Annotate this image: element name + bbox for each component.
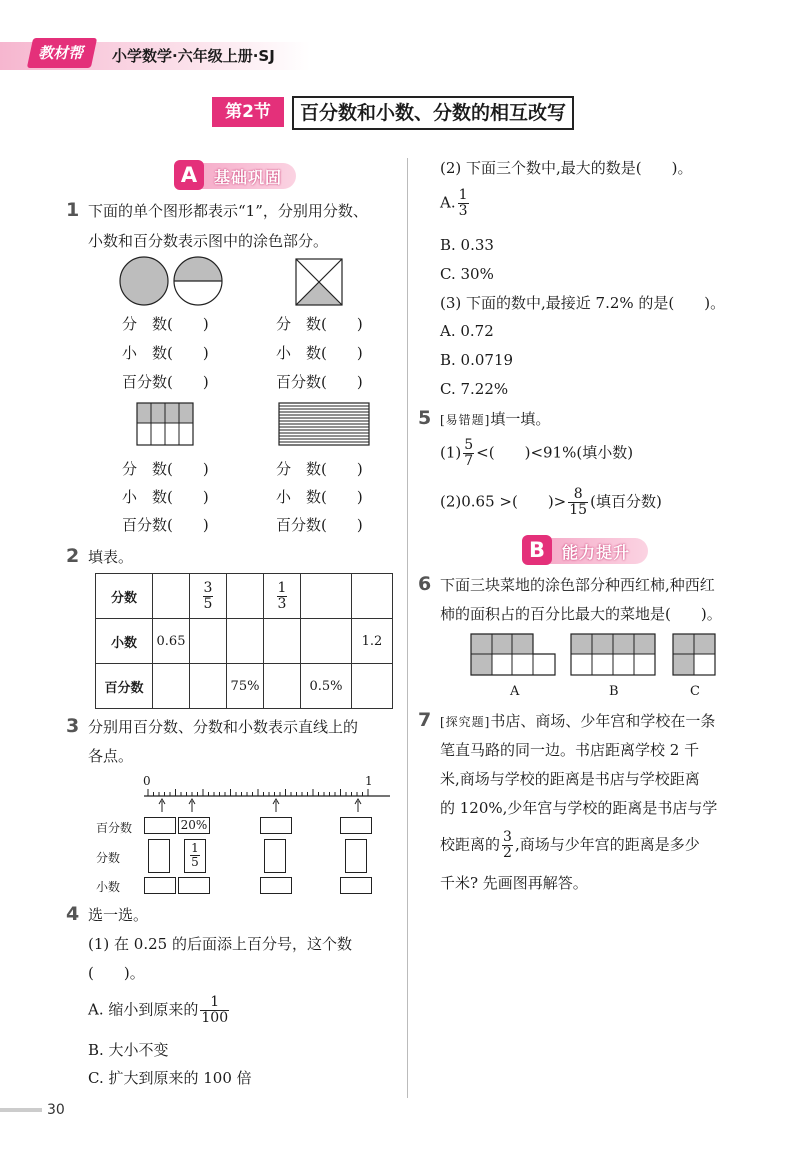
cell[interactable]	[153, 664, 190, 709]
plot-a-label: A	[510, 684, 520, 699]
fraction-5-7: $\frac{5}{7}$	[464, 437, 474, 469]
q7-line5	[440, 830, 700, 861]
q4-p1-line1: (1) 在 0.25 的后面添上百分号，这个数	[88, 935, 352, 953]
page-number: 30	[47, 1102, 65, 1118]
plot-c-figure	[672, 633, 718, 677]
q7-line5-suffix: ,商场与少年宫的距离是多少	[514, 835, 700, 854]
q1-text-line1: 下面的单个图形都表示“1”，分别用分数、	[88, 202, 368, 220]
two-circles-figure	[118, 255, 228, 307]
q1-number: 1	[66, 199, 80, 221]
fraction-3-5: $\frac{3}{5}$	[203, 579, 213, 612]
q1-fig1-percent: 百分数( )	[122, 373, 209, 391]
answer-box-percent-4[interactable]	[340, 817, 372, 834]
q4-p3-option-a[interactable]: A. 0.72	[440, 322, 494, 340]
given-percent-20: 20%	[178, 817, 210, 834]
q7-line3: 米,商场与学校的距离是书店与学校距离	[440, 770, 700, 788]
q4-p1-option-a[interactable]	[88, 995, 231, 1026]
q5-stem	[440, 409, 550, 430]
q7-line4: 的 120%,少年宫与学校的距离是书店与学	[440, 799, 718, 817]
cell-frac-3-5[interactable]	[190, 574, 227, 619]
row-label-fraction-nl: 分数	[96, 851, 121, 865]
number-line	[140, 786, 392, 814]
q1-fig3-fraction: 分 数( )	[122, 460, 209, 478]
given-fraction-box	[184, 839, 206, 873]
q3-text-line1: 分别用百分数、分数和小数表示直线上的	[88, 718, 359, 736]
q5-p2-prefix: (2)0.65 >( )>	[440, 492, 567, 511]
part-a-heading	[178, 163, 296, 189]
q5-p2-suffix: (填百分数)	[590, 492, 662, 511]
answer-box-fraction-4[interactable]	[345, 839, 367, 873]
q7-line1-text: 书店、商场、少年宫和学校在一条	[490, 712, 716, 730]
fraction-1-100: $\frac{1}{100}$	[201, 994, 229, 1026]
q4-p1-option-b[interactable]: B. 大小不变	[88, 1041, 169, 1059]
q7-number: 7	[418, 709, 432, 731]
q1-fig4-decimal: 小 数( )	[276, 488, 363, 506]
q1-fig2-decimal: 小 数( )	[276, 344, 363, 362]
column-divider	[407, 158, 408, 1098]
fraction-8-15: $\frac{8}{15}$	[569, 486, 588, 518]
q1-fig3-decimal: 小 数( )	[122, 488, 209, 506]
row-label-decimal: 小数	[96, 619, 153, 664]
q3-number: 3	[66, 715, 80, 737]
plot-b-label: B	[609, 684, 619, 699]
q1-fig3-percent: 百分数( )	[122, 516, 209, 534]
fraction-3-2: $\frac{3}{2}$	[503, 829, 512, 861]
q6-text-line2: 柿的面积占的百分比最大的菜地是( )。	[440, 605, 722, 623]
q1-fig2-percent: 百分数( )	[276, 373, 363, 391]
cell[interactable]	[352, 574, 393, 619]
plot-a-figure	[470, 633, 558, 677]
q4-p3-option-c[interactable]: C. 7.22%	[440, 380, 509, 398]
q1-fig4-percent: 百分数( )	[276, 516, 363, 534]
q2-text: 填表。	[88, 548, 134, 566]
cell[interactable]	[190, 664, 227, 709]
plot-c-label: C	[690, 684, 700, 699]
cell[interactable]	[190, 619, 227, 664]
striped-figure	[278, 402, 370, 446]
cell-0-65: 0.65	[153, 619, 190, 664]
q3-text-line2: 各点。	[88, 747, 134, 765]
cell[interactable]	[301, 574, 352, 619]
square-x-figure	[294, 257, 344, 307]
q4-p1-option-c[interactable]: C. 扩大到原来的 100 倍	[88, 1069, 252, 1087]
cell[interactable]	[264, 619, 301, 664]
grid-figure	[136, 402, 196, 446]
cell[interactable]	[227, 619, 264, 664]
cell-frac-1-3[interactable]	[264, 574, 301, 619]
q6-text-line1: 下面三块菜地的涂色部分种西红柿,种西红	[440, 576, 715, 594]
fraction-1-5: $\frac{1}{5}$	[191, 841, 199, 869]
q4-number: 4	[66, 903, 80, 925]
q4-text: 选一选。	[88, 906, 149, 924]
answer-box-percent-3[interactable]	[260, 817, 292, 834]
q5-p1	[440, 438, 633, 469]
q5-tag: [易错题]	[440, 413, 491, 427]
q1-fig1-fraction: 分 数( )	[122, 315, 209, 333]
row-label-fraction: 分数	[96, 574, 153, 619]
section-title: 百分数和小数、分数的相互改写	[292, 96, 574, 130]
q1-fig1-decimal: 小 数( )	[122, 344, 209, 362]
row-label-percent: 百分数	[96, 664, 153, 709]
q5-number: 5	[418, 407, 432, 429]
answer-box-decimal-3[interactable]	[260, 877, 292, 894]
cell-0-5pct: 0.5%	[301, 664, 352, 709]
answer-box-decimal-1[interactable]	[144, 877, 176, 894]
table-row-percent	[96, 664, 393, 709]
q5-p1-suffix: <( )<91%(填小数)	[476, 443, 634, 462]
q7-line2: 笔直马路的同一边。书店距离学校 2 千	[440, 741, 700, 759]
q7-line5-prefix: 校距离的	[440, 835, 501, 854]
answer-box-decimal-4[interactable]	[340, 877, 372, 894]
part-b-title: 能力提升	[562, 543, 631, 562]
fraction-1-3: $\frac{1}{3}$	[277, 579, 287, 612]
q5-p2	[440, 487, 662, 518]
table-row-fraction	[96, 574, 393, 619]
q4-p2-stem: (2) 下面三个数中,最大的数是( )。	[440, 159, 693, 177]
section-badge: 第2节	[212, 97, 284, 127]
cell-1-2: 1.2	[352, 619, 393, 664]
q5-text: 填一填。	[490, 410, 551, 428]
q4-p1-line2: ( )。	[88, 964, 145, 982]
cell[interactable]	[301, 619, 352, 664]
plot-b-figure	[570, 633, 656, 677]
q4-p2-option-a[interactable]	[440, 188, 471, 219]
q7-line1	[440, 711, 715, 732]
q6-number: 6	[418, 573, 432, 595]
q1-fig2-fraction: 分 数( )	[276, 315, 363, 333]
q4-p3-stem: (3) 下面的数中,最接近 7.2% 的是( )。	[440, 294, 726, 312]
q5-p1-prefix: (1)	[440, 443, 462, 462]
option-a-text: A. 缩小到原来的	[88, 1000, 199, 1019]
q7-tag: [探究题]	[440, 715, 491, 729]
row-label-decimal-nl: 小数	[96, 880, 121, 894]
q1-text-line2: 小数和百分数表示图中的涂色部分。	[88, 232, 329, 250]
q4-p3-option-b[interactable]: B. 0.0719	[440, 351, 514, 369]
answer-box-percent-1[interactable]	[144, 817, 176, 834]
q1-fig4-fraction: 分 数( )	[276, 460, 363, 478]
part-a-letter: A	[174, 160, 204, 190]
cell[interactable]	[153, 574, 190, 619]
cell-75pct: 75%	[227, 664, 264, 709]
footer-rule	[0, 1108, 42, 1112]
cell[interactable]	[264, 664, 301, 709]
cell[interactable]	[352, 664, 393, 709]
table-row-decimal	[96, 619, 393, 664]
book-title: 小学数学·六年级上册·SJ	[112, 47, 275, 65]
tick-label-0: 0	[143, 774, 151, 788]
fraction-1-3-option: $\frac{1}{3}$	[458, 187, 468, 219]
tick-label-1: 1	[365, 774, 373, 788]
q2-number: 2	[66, 545, 80, 567]
part-a-title: 基础巩固	[214, 168, 283, 187]
answer-box-fraction-1[interactable]	[148, 839, 170, 873]
answer-box-decimal-2[interactable]	[178, 877, 210, 894]
part-b-letter: B	[522, 535, 552, 565]
option-a-label: A.	[440, 193, 456, 212]
q4-p2-option-b[interactable]: B. 0.33	[440, 236, 494, 254]
row-label-percent-nl: 百分数	[96, 821, 133, 835]
part-b-heading	[526, 538, 648, 564]
answer-box-fraction-3[interactable]	[264, 839, 286, 873]
brand-badge: 教材帮	[27, 38, 97, 68]
fill-table	[95, 573, 393, 709]
q7-line6: 千米? 先画图再解答。	[440, 874, 588, 892]
cell[interactable]	[227, 574, 264, 619]
q4-p2-option-c[interactable]: C. 30%	[440, 265, 494, 283]
